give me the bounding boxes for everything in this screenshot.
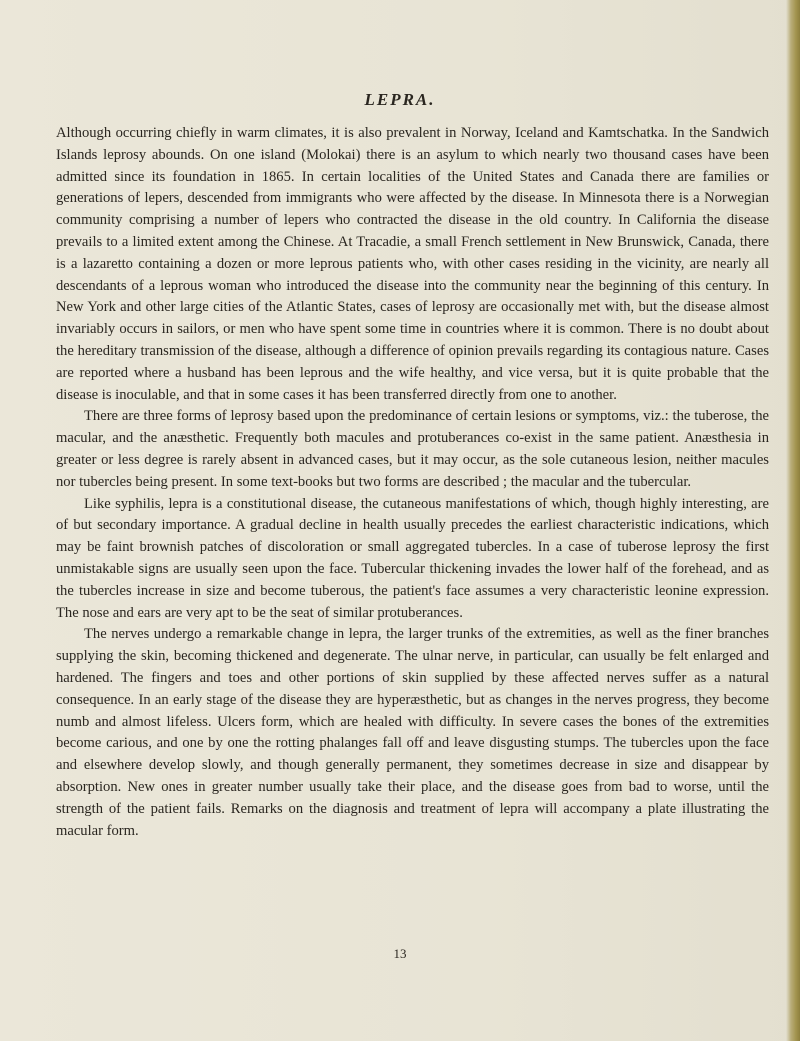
page-edge-shadow (786, 0, 800, 1041)
paragraph: Although occurring chiefly in warm climates, it is also prevalent in Norway, Iceland and Kamtschatka. In the Sandwich Islands leprosy abounds. On one island (Molokai) there is an asylum to which nearly two thousand cases have been admitted since its foundation in 1865. In certain localities of the United States and Canada there are families or generations of lepers, descended from immigrants who were affected by the disease. In Minnesota there is a Norwegian community comprising a number of lepers who contracted the disease in the old country. In California the disease prevails to a limited extent among the Chinese. At Tracadie, a small French settlement in New Brunswick, Canada, there is a lazaretto containing a dozen or more leprous patients who, with other cases residing in the vicinity, are nearly all descendants of a leprous woman who introduced the disease into the community near the beginning of this century. In New York and other large cities of the Atlantic States, cases of leprosy are occasionally met with, but the disease almost invariably occurs in sailors, or men who have spent some time in countries where it is common. There is no doubt about the hereditary transmission of the disease, although a difference of opinion prevails regarding its contagious nature. Cases are reported where a husband has been leprous and the wife healthy, and vice versa, but it is quite probable that the disease is inoculable, and that in some cases it has been transferred directly from one to another. (56, 125, 769, 403)
paragraph: There are three forms of leprosy based upon the predominance of certain lesions or symptoms, viz.: the tuberose, the macular, and the anæsthetic. Frequently both macules and protuberances co-exist in the same patient. Anæsthesia in greater or less degree is rarely absent in advanced cases, but it may occur, as the sole cutaneous lesion, neither macules nor tubercles being present. In some text-books but two forms are described ; the macular and the tubercular. (56, 408, 769, 490)
page-number: 13 (393, 946, 407, 961)
running-title: LEPRA. (364, 90, 436, 109)
paragraph: The nerves undergo a remarkable change in lepra, the larger trunks of the extremities, as well as the finer branches supplying the skin, becoming thickened and degenerate. The ulnar nerve, in particular, can usually be felt enlarged and hardened. The fingers and toes and other portions of skin supplied by these affected nerves suffer as a natural consequence. In an early stage of the disease they are hyperæsthetic, but as changes in the nerves progress, they become numb and almost lifeless. Ulcers form, which are healed with difficulty. In severe cases the bones of the extremities become carious, and one by one the rotting phalanges fall off and leave disgusting stumps. The tubercles upon the face and elsewhere develop slowly, and though generally permanent, they sometimes decrease in size and disappear by absorption. New ones in greater number usually take their place, and the disease goes from bad to worse, until the strength of the patient fails. Remarks on the diagnosis and treatment of lepra will accompany a plate illustrating the macular form. (56, 626, 769, 839)
paragraph: Like syphilis, lepra is a constitutional disease, the cutaneous manifestations of which, though highly interesting, are of but secondary importance. A gradual decline in health usually precedes the earliest characteristic indications, which may be faint brownish patches of discoloration or small aggregated tubercles. In a case of tuberose leprosy the first unmistakable signs are usually seen upon the face. Tubercular thickening invades the lower half of the forehead, and as the tubercles increase in size and become tuberous, the patient's face assumes a very characteristic leonine expression. The nose and ears are very apt to be the seat of similar protuberances. (56, 495, 769, 621)
body-text (56, 123, 769, 842)
